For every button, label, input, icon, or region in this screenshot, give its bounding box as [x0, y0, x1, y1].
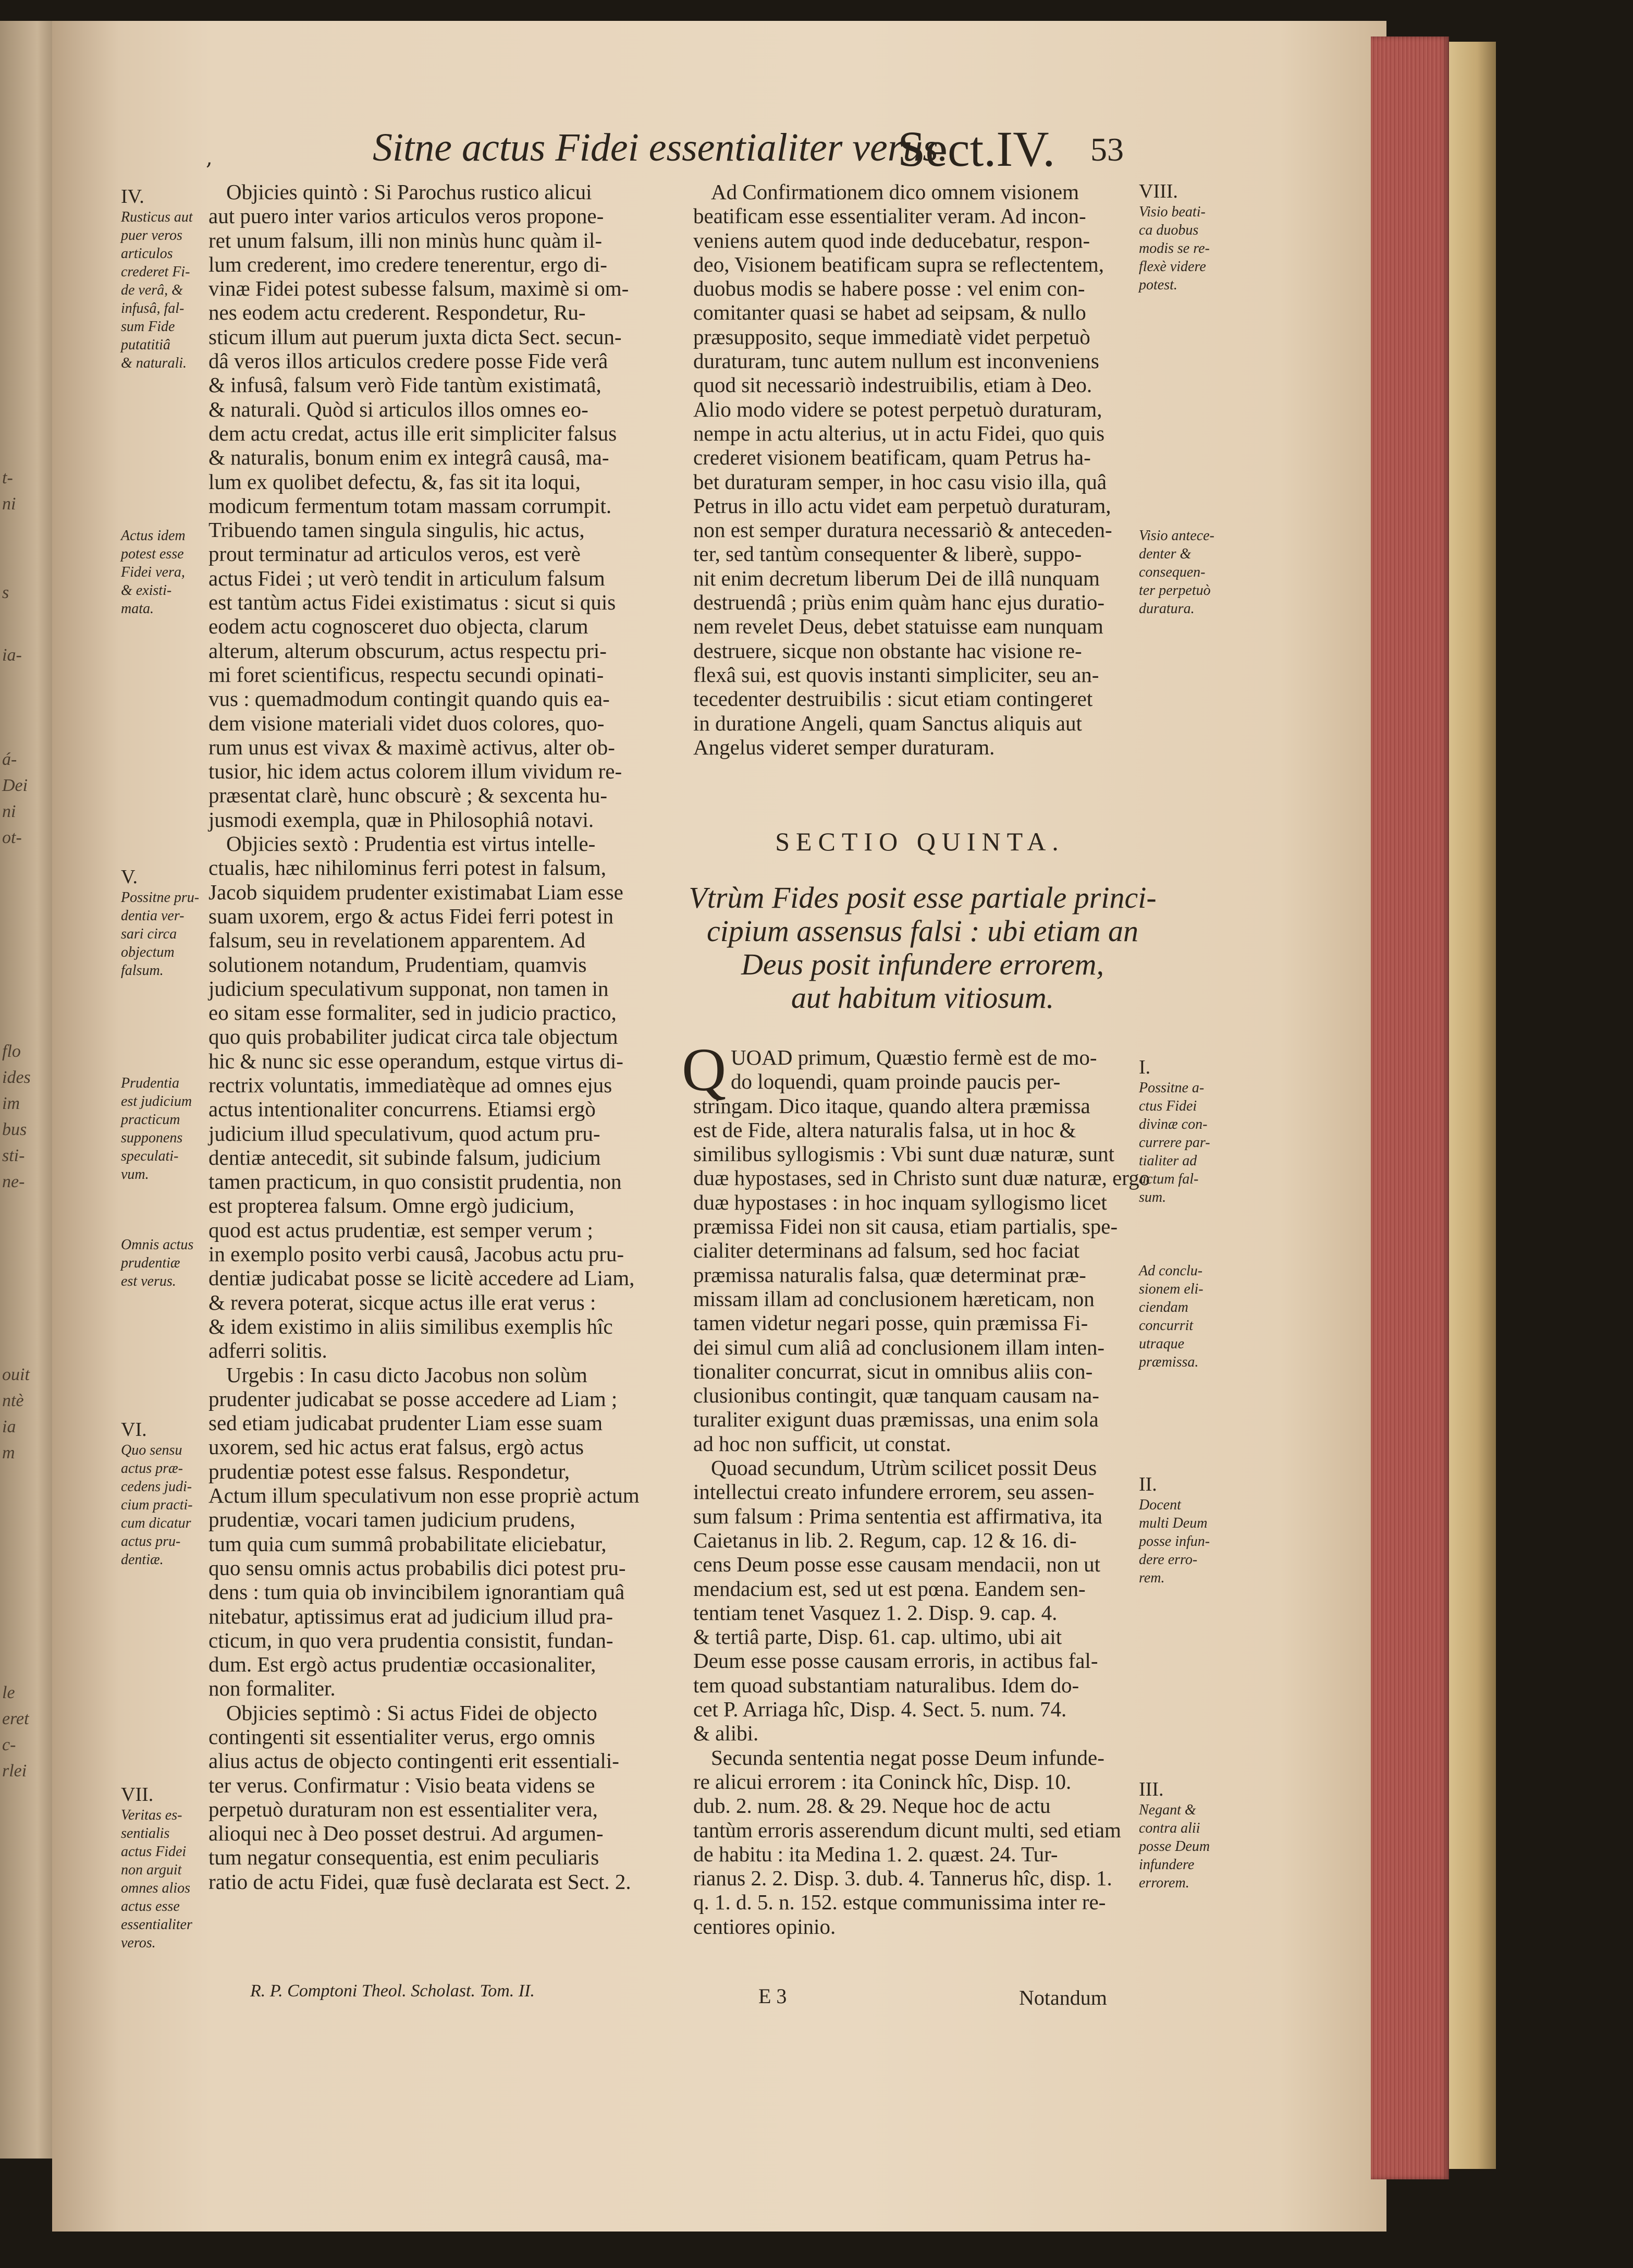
- facing-page-fragment: ouit: [2, 1365, 30, 1384]
- marginal-line: & existi-: [121, 582, 172, 599]
- section-heading: SECTIO QUINTA.: [775, 827, 1065, 856]
- marginal-line: consequen-: [1139, 564, 1206, 580]
- text-line: vinæ Fidei potest subesse falsum, maximè si om-: [208, 276, 629, 301]
- text-line: quo sensu omnis actus probabilis dici potest pru-: [208, 1555, 626, 1580]
- text-line: rum unus est vivax & maximè activus, alter ob-: [208, 735, 615, 759]
- marginal-line: Possitne pru-: [121, 889, 200, 906]
- text-line: præsentat clarè, hunc obscurè ; & sexcenta hu-: [208, 783, 608, 808]
- marginal-line: Ad conclu-: [1139, 1263, 1203, 1279]
- text-line: deo, Visionem beatificam supra se reflectentem,: [693, 252, 1104, 276]
- text-line: bet duraturam semper, in hoc casu visio illa, quâ: [693, 469, 1107, 494]
- marginal-line: falsum.: [121, 962, 164, 979]
- text-line: & infusâ, falsum verò Fide tantùm existimatâ,: [208, 373, 601, 397]
- text-line: & naturali. Quòd si articulos illos omnes eo-: [208, 397, 588, 421]
- text-line: alterum, alterum obscurum, actus respectu pri-: [208, 638, 607, 663]
- text-line: dei simul cum aliâ ad conclusionem illam inten-: [693, 1335, 1105, 1359]
- text-line: re alicui errorem : ita Coninck hîc, Disp. 10.: [693, 1769, 1072, 1794]
- text-line: suam uxorem, ergo & actus Fidei ferri potest in: [208, 904, 613, 928]
- text-line: prudenter judicabat se posse accedere ad Liam ;: [208, 1386, 618, 1411]
- marginal-note: [121, 1418, 210, 1569]
- marginal-line: & naturali.: [121, 355, 187, 371]
- text-line: prudentiæ potest esse falsus. Respondetur,: [208, 1459, 570, 1483]
- marginal-line: ter perpetuò: [1139, 582, 1211, 599]
- marginal-line: multi Deum: [1139, 1515, 1208, 1531]
- text-line: ret unum falsum, illi non minùs hunc quàm il-: [208, 228, 602, 252]
- running-title: Sitne actus Fidei essentialiter verus.: [373, 126, 948, 169]
- drop-capital: Q: [682, 1035, 727, 1104]
- marginal-line: mata.: [121, 601, 154, 617]
- text-line: q. 1. d. 5. n. 152. estque communissima inter re-: [693, 1890, 1106, 1915]
- text-line: adferri solitis.: [208, 1338, 327, 1363]
- text-line: hic & nunc sic esse operandum, estque virtus di-: [208, 1048, 623, 1073]
- text-line: dâ veros illos articulos credere posse Fide verâ: [208, 349, 608, 373]
- marginal-line: potest esse: [121, 546, 184, 562]
- marginal-line: modis se re-: [1139, 240, 1210, 257]
- text-line: tem quoad substantiam naturalibus. Idem do-: [693, 1673, 1079, 1697]
- text-line: ad hoc non sufficit, ut constat.: [693, 1431, 951, 1456]
- facing-page-fragment: ia-: [2, 645, 22, 665]
- right-text-column-bottom: [693, 1045, 1152, 1938]
- marginal-line: Negant &: [1139, 1802, 1196, 1818]
- marginal-line: puer veros: [121, 227, 182, 243]
- marginal-line: essentialiter: [121, 1917, 192, 1933]
- book-cover-edge: [1449, 42, 1496, 2169]
- text-line: tentiam tenet Vasquez 1. 2. Disp. 9. cap. 4.: [693, 1600, 1058, 1625]
- text-line: Deum esse posse causam erroris, in actibus fal-: [693, 1649, 1098, 1673]
- text-line: in exemplo posito verbi causâ, Jacobus actu pru-: [208, 1242, 624, 1266]
- text-line: cialiter determinans ad falsum, sed hoc faciat: [693, 1238, 1080, 1263]
- marginal-line: duratura.: [1139, 601, 1195, 617]
- text-line: beatificam esse essentialiter veram. Ad incon-: [693, 204, 1086, 228]
- text-line: duraturam, tunc autem nullum est inconveniens: [693, 349, 1099, 373]
- footer-running-text: R. P. Comptoni Theol. Scholast. Tom. II.: [250, 1981, 535, 2001]
- marginal-line: est verus.: [121, 1273, 176, 1289]
- text-line: Caietanus in lib. 2. Regum, cap. 12 & 16. di-: [693, 1528, 1077, 1552]
- text-line: falsum, seu in revelationem apparentem. Ad: [208, 928, 585, 953]
- text-line: Actum illum speculativum non esse propriè actum: [208, 1483, 640, 1508]
- text-line: Quoad secundum, Utrùm scilicet possit Deus: [711, 1456, 1097, 1480]
- marginal-line: sentialis: [121, 1825, 170, 1842]
- text-line: nempe in actu alterius, ut in actu Fidei, quo quis: [693, 421, 1105, 445]
- marginal-line: potest.: [1139, 277, 1177, 293]
- marginal-note: [121, 1783, 210, 1952]
- text-line: Alio modo videre se potest perpetuò duraturam,: [693, 397, 1102, 421]
- text-line: turaliter exigunt duas præmissas, una enim sola: [693, 1407, 1099, 1432]
- text-line: Objicies septimò : Si actus Fidei de objecto: [226, 1700, 597, 1725]
- marginal-line: posse infun-: [1139, 1533, 1210, 1550]
- text-line: judicium speculativum supponat, non tamen in: [208, 976, 609, 1001]
- text-line: actus Fidei ; ut verò tendit in articulum falsum: [208, 566, 605, 590]
- marginal-line: actum fal-: [1139, 1171, 1199, 1187]
- marginal-number: I.: [1139, 1056, 1151, 1078]
- marginal-line: currere par-: [1139, 1135, 1210, 1151]
- marginal-line: actus esse: [121, 1898, 180, 1915]
- text-line: quo quis probabiliter judicat circa tale objectum: [208, 1025, 618, 1049]
- text-line: rianus 2. 2. Disp. 3. dub. 4. Tannerus hîc, disp. 1.: [693, 1866, 1112, 1891]
- text-line: in duratione Angeli, quam Sanctus aliquis aut: [693, 711, 1082, 735]
- text-line: non formaliter.: [208, 1676, 336, 1701]
- text-line: rectrix voluntatis, immediatèque ad omnes ejus: [208, 1072, 612, 1097]
- facing-page-fragment: eret: [2, 1709, 29, 1728]
- text-line: do loquendi, quam proinde paucis per-: [731, 1069, 1061, 1094]
- text-line: Objicies quintò : Si Parochus rustico alicui: [226, 180, 592, 204]
- marginal-line: concurrit: [1139, 1318, 1194, 1334]
- section-title-line: cipium assensus falsi : ubi etiam an: [706, 914, 1139, 948]
- text-line: tum negatur consequentia, est enim peculiaris: [208, 1845, 599, 1870]
- text-line: & tertiâ parte, Disp. 61. cap. ultimo, ubi ait: [693, 1625, 1062, 1649]
- text-line: UOAD primum, Quæstio fermè est de mo-: [731, 1045, 1097, 1069]
- facing-page-fragment: ot-: [2, 828, 22, 847]
- signature-mark: E 3: [758, 1984, 787, 2008]
- facing-page-fragment: ni: [2, 802, 16, 821]
- marginal-line: supponens: [121, 1130, 183, 1146]
- text-line: ter, sed tantùm consequenter & liberè, suppo-: [693, 542, 1082, 566]
- marginal-line: de verâ, &: [121, 282, 183, 298]
- page-block-edge: [1371, 36, 1449, 2179]
- text-line: ter verus. Confirmatur : Visio beata videns se: [208, 1773, 595, 1797]
- text-line: & idem existimo in aliis similibus exemplis hîc: [208, 1314, 613, 1338]
- marginal-line: non arguit: [121, 1862, 182, 1878]
- facing-page-fragment: t-: [2, 468, 13, 487]
- marginal-line: cedens judi-: [121, 1479, 192, 1495]
- facing-page-fragment: ne-: [2, 1172, 25, 1191]
- facing-page-fragment: ni: [2, 494, 16, 514]
- text-line: nes eodem actu crederent. Respondetur, Ru-: [208, 300, 586, 325]
- text-line: judicium illud speculativum, quod actum pru-: [208, 1121, 600, 1145]
- text-line: duæ hypostases, sed in Christo sunt duæ naturæ, ergo: [693, 1166, 1150, 1190]
- text-line: flexâ sui, est quovis instanti simpliciter, seu an-: [693, 662, 1099, 687]
- text-line: non est semper duratura necessariò & anteceden-: [693, 518, 1112, 542]
- marginal-number: V.: [121, 866, 138, 888]
- marginal-line: actus Fidei: [121, 1844, 187, 1860]
- marginal-number: III.: [1139, 1778, 1164, 1800]
- marginal-number: II.: [1139, 1473, 1157, 1495]
- facing-page-fragment: á-: [2, 750, 17, 769]
- marginal-note: [1139, 180, 1227, 294]
- text-line: lum ex quolibet defectu, &, fas sit ita loqui,: [208, 469, 581, 494]
- marginal-line: vum.: [121, 1166, 149, 1182]
- marginal-note: [1139, 527, 1227, 618]
- text-line: sum falsum : Prima sententia est affirmativa, ita: [693, 1504, 1102, 1528]
- text-line: quod sit necessariò indestruibilis, etiam à Deo.: [693, 373, 1092, 397]
- facing-page-fragment: ides: [2, 1068, 31, 1087]
- facing-page-fragment: m: [2, 1443, 15, 1462]
- facing-page-fragment: ia: [2, 1417, 16, 1436]
- text-line: eodem actu cognosceret duo objecta, clarum: [208, 614, 588, 639]
- text-line: crederet visionem beatificam, quam Petrus ha-: [693, 445, 1091, 470]
- marginal-line: sum Fide: [121, 319, 175, 335]
- text-line: tantùm erroris asserendum dicunt multi, sed etiam: [693, 1818, 1121, 1842]
- marginal-line: Prudentia: [121, 1075, 179, 1091]
- text-line: præsupposito, seque immediatè videt perpetuò: [693, 324, 1090, 349]
- text-line: jusmodi exempla, quæ in Philosophiâ notavi.: [208, 807, 594, 832]
- text-line: tamen practicum, in quo consistit prudentia, non: [208, 1169, 622, 1194]
- text-line: duæ hypostases : in hoc inquam syllogismo licet: [693, 1190, 1107, 1214]
- text-line: sticum illum aut puerum juxta dicta Sect. secun-: [208, 324, 622, 349]
- marginal-line: Rusticus aut: [121, 209, 193, 225]
- text-line: destruendâ ; priùs enim quàm hanc ejus duratio-: [693, 590, 1105, 615]
- text-line: tum quia cum summâ probabilitate eliciebatur,: [208, 1531, 607, 1556]
- marginal-line: sionem eli-: [1139, 1281, 1204, 1297]
- text-line: stringam. Dico itaque, quando altera præmissa: [693, 1093, 1090, 1118]
- marginal-line: Actus idem: [121, 528, 186, 544]
- text-line: tamen videtur negari posse, quin præmissa Fi-: [693, 1311, 1088, 1335]
- marginal-line: posse Deum: [1139, 1838, 1210, 1855]
- text-line: contingenti sit essentialiter verus, ergo omnis: [208, 1725, 595, 1749]
- text-line: prudentiæ, vocari tamen judicium prudens,: [208, 1507, 575, 1532]
- text-line: destruere, sicque non obstante hac visione re-: [693, 638, 1082, 663]
- marginal-line: errorem.: [1139, 1875, 1189, 1891]
- section-label: Sect.IV.: [898, 121, 1055, 177]
- marginal-number: VI.: [121, 1419, 147, 1441]
- text-line: Petrus in illo actu videt eam perpetuò duraturam,: [693, 493, 1111, 518]
- marginal-number: IV.: [121, 186, 144, 208]
- text-line: est de Fide, altera naturalis falsa, ut in hoc &: [693, 1117, 1076, 1142]
- marginal-line: infusâ, fal-: [121, 300, 185, 316]
- facing-page-fragment: le: [2, 1683, 15, 1702]
- text-line: centiores opinio.: [693, 1914, 836, 1938]
- marginal-line: Visio beati-: [1139, 204, 1206, 220]
- facing-page-fragment: ntè: [2, 1391, 24, 1410]
- text-line: Ad Confirmationem dico omnem visionem: [711, 180, 1079, 204]
- text-line: dem actu credat, actus ille erit simpliciter falsus: [208, 421, 617, 445]
- text-line: ctualis, hæc nihilominus ferri potest in falsum,: [208, 856, 606, 880]
- text-line: actus intentionaliter concurrens. Etiamsi ergò: [208, 1097, 596, 1121]
- marginal-line: Docent: [1139, 1497, 1181, 1513]
- text-line: tecedenter destruibilis : sicut etiam contingeret: [693, 687, 1093, 711]
- text-line: veniens autem quod inde deducebatur, respon-: [693, 228, 1090, 252]
- facing-page-fragment: s: [2, 583, 9, 602]
- marginal-line: contra alii: [1139, 1820, 1200, 1836]
- text-line: de habitu : ita Medina 1. 2. quæst. 24. Tur-: [693, 1842, 1058, 1866]
- text-line: intellectui creato infundere errorem, seu assen-: [693, 1480, 1095, 1504]
- marginal-line: infundere: [1139, 1857, 1195, 1873]
- marginal-note: [121, 185, 210, 372]
- marginal-line: omnes alios: [121, 1880, 190, 1896]
- facing-page-fragment: bus: [2, 1120, 27, 1139]
- facing-page-fragment: rlei: [2, 1761, 27, 1781]
- marginal-note: [1139, 1473, 1227, 1587]
- text-line: uxorem, sed hic actus erat falsus, ergò actus: [208, 1435, 584, 1459]
- marginal-line: præmissa.: [1139, 1354, 1199, 1370]
- text-line: mendacium est, sed ut est pœna. Eandem sen-: [693, 1576, 1086, 1601]
- text-line: Urgebis : In casu dicto Jacobus non solùm: [226, 1362, 587, 1387]
- text-line: solutionem notandum, Prudentiam, quamvis: [208, 952, 587, 977]
- text-line: dem visione materiali videt duos colores, quo-: [208, 711, 605, 735]
- section-title: [688, 881, 1157, 1015]
- marginal-line: speculati-: [121, 1148, 179, 1164]
- text-line: nitebatur, aptissimus erat ad judicium illud pra-: [208, 1604, 613, 1628]
- text-line: comitanter quasi se habet ad seipsam, & nullo: [693, 300, 1086, 325]
- text-line: cens Deum posse esse causam mendacii, non ut: [693, 1552, 1101, 1577]
- text-line: alioqui nec à Deo posset destrui. Ad argumen-: [208, 1821, 604, 1846]
- marginal-line: putatitiâ: [121, 337, 170, 353]
- text-line: ratio de actu Fidei, quæ fusè declarata est Sect. 2.: [208, 1869, 631, 1894]
- marginal-line: cum dicatur: [121, 1515, 191, 1531]
- text-line: sed etiam judicabat prudenter Liam esse suam: [208, 1411, 603, 1435]
- text-line: vus : quemadmodum contingit quando quis ea-: [208, 687, 610, 711]
- marginal-note: [1139, 1778, 1227, 1892]
- marginal-line: objectum: [121, 944, 175, 960]
- section-title-line: Vtrùm Fides posit esse partiale princi-: [689, 881, 1157, 914]
- text-line: tionaliter concurrat, sicut in omnibus aliis con-: [693, 1359, 1093, 1383]
- marginal-note: [121, 1236, 210, 1290]
- text-line: & revera poterat, sicque actus ille erat verus :: [208, 1290, 596, 1314]
- text-line: præmissa naturalis falsa, quæ determinat præ-: [693, 1262, 1086, 1287]
- marginal-line: articulos: [121, 246, 173, 262]
- right-text-column-top: [693, 180, 1152, 759]
- marginal-note: [121, 1074, 210, 1184]
- facing-page-fragment: flo: [2, 1042, 21, 1061]
- catchword: Notandum: [1019, 1986, 1107, 2009]
- marginal-line: crederet Fi-: [121, 264, 190, 280]
- text-line: cet P. Arriaga hîc, Disp. 4. Sect. 5. num. 74.: [693, 1697, 1067, 1722]
- marginal-line: denter &: [1139, 546, 1192, 562]
- text-line: est tantùm actus Fidei existimatus : sicut si quis: [208, 590, 616, 615]
- text-line: tusior, hic idem actus colorem illum vividum re-: [208, 759, 622, 784]
- text-line: dum. Est ergò actus prudentiæ occasionaliter,: [208, 1652, 596, 1677]
- marginal-line: Omnis actus: [121, 1237, 194, 1253]
- text-line: Tribuendo tamen singula singulis, hic actus,: [208, 518, 585, 542]
- left-text-column: [208, 180, 662, 1894]
- facing-page-fragment: c-: [2, 1735, 16, 1754]
- marginal-note: [121, 865, 210, 980]
- text-line: Jacob siquidem prudenter existimabat Liam esse: [208, 880, 623, 904]
- marginal-line: veros.: [121, 1935, 156, 1951]
- facing-page-fragment: Dei: [2, 776, 28, 795]
- marginal-note: [1139, 1262, 1227, 1371]
- marginal-line: actus præ-: [121, 1460, 183, 1477]
- margin-mark: ,: [206, 146, 213, 170]
- marginal-note: [1139, 1056, 1227, 1206]
- marginal-line: ca duobus: [1139, 222, 1199, 238]
- text-line: eo sitam esse formaliter, sed in judicio practico,: [208, 1001, 617, 1025]
- text-line: dub. 2. num. 28. & 29. Neque hoc de actu: [693, 1794, 1051, 1818]
- page-number: 53: [1090, 131, 1124, 168]
- text-line: modicum fermentum totam massam corrumpit.: [208, 493, 612, 518]
- text-line: & alibi.: [693, 1721, 759, 1746]
- text-line: prout terminatur ad articulos veros, est verè: [208, 542, 581, 566]
- facing-page-fragment: sti-: [2, 1146, 25, 1165]
- marginal-line: rem.: [1139, 1570, 1165, 1586]
- text-line: Angelus videret semper duraturam.: [693, 735, 995, 759]
- marginal-line: Veritas es-: [121, 1807, 182, 1823]
- marginal-line: Visio antece-: [1139, 528, 1214, 544]
- section-title-line: Deus posit infundere errorem,: [741, 947, 1104, 981]
- marginal-line: actus pru-: [121, 1533, 181, 1550]
- text-line: alius actus de objecto contingenti erit essentiali-: [208, 1749, 619, 1773]
- text-line: præmissa Fidei non sit causa, etiam partialis, spe-: [693, 1214, 1118, 1239]
- marginal-line: ctus Fidei: [1139, 1098, 1197, 1114]
- text-line: dentiæ judicabat posse se licitè accedere ad Liam,: [208, 1266, 635, 1290]
- text-line: similibus syllogismis : Vbi sunt duæ naturæ, sunt: [693, 1142, 1114, 1166]
- marginal-line: dentia ver-: [121, 908, 185, 924]
- text-line: mi foret scientificus, respectu secundi opinati-: [208, 662, 604, 687]
- section-title-line: aut habitum vitiosum.: [791, 981, 1054, 1015]
- marginal-number: VII.: [121, 1784, 154, 1806]
- text-line: dentiæ antecedit, sit subinde falsum, judicium: [208, 1145, 601, 1169]
- text-line: & naturalis, bonum enim ex integrâ causâ, ma-: [208, 445, 609, 470]
- text-line: Objicies sextò : Prudentia est virtus intelle-: [226, 832, 596, 856]
- marginal-line: dere erro-: [1139, 1552, 1198, 1568]
- marginal-line: Possitne a-: [1139, 1080, 1205, 1096]
- marginal-line: Quo sensu: [121, 1442, 182, 1458]
- text-line: nem revelet Deus, debet statuisse eam nunquam: [693, 614, 1103, 639]
- marginal-line: sari circa: [121, 926, 177, 942]
- text-line: nit enim decretum liberum Dei de illâ nunquam: [693, 566, 1100, 590]
- marginal-line: flexè videre: [1139, 259, 1206, 275]
- marginal-line: tialiter ad: [1139, 1153, 1197, 1169]
- text-line: est propterea falsum. Omne ergò judicium,: [208, 1193, 574, 1218]
- text-line: cticum, in quo vera prudentia consistit, fundan-: [208, 1628, 613, 1652]
- marginal-line: ciendam: [1139, 1299, 1188, 1315]
- text-line: aut puero inter varios articulos veros propone-: [208, 204, 604, 228]
- text-line: clusionibus contingit, quæ tanquam causam na-: [693, 1383, 1099, 1408]
- marginal-line: utraque: [1139, 1336, 1185, 1352]
- text-line: lum crederent, imo credere tenerentur, ergo di-: [208, 252, 607, 276]
- marginal-line: cium practi-: [121, 1497, 193, 1513]
- text-line: Secunda sententia negat posse Deum infunde-: [711, 1745, 1104, 1770]
- text-line: missam illam ad conclusionem hæreticam, non: [693, 1286, 1095, 1311]
- marginal-number: VIII.: [1139, 180, 1178, 202]
- marginal-note: [121, 527, 210, 618]
- marginal-line: practicum: [121, 1112, 180, 1128]
- marginal-line: est judicium: [121, 1093, 192, 1109]
- marginal-line: Fidei vera,: [121, 564, 185, 580]
- marginal-line: divinæ con-: [1139, 1116, 1208, 1132]
- facing-page-fragment: im: [2, 1094, 20, 1113]
- marginal-line: prudentiæ: [121, 1255, 180, 1271]
- marginal-line: sum.: [1139, 1189, 1167, 1205]
- marginal-line: dentiæ.: [121, 1552, 164, 1568]
- text-line: quod est actus prudentiæ, est semper verum ;: [208, 1217, 593, 1242]
- text-line: perpetuò duraturam non est essentialiter vera,: [208, 1797, 598, 1821]
- text-line: duobus modis se habere posse : vel enim con-: [693, 276, 1085, 301]
- text-line: dens : tum quia ob invincibilem ignorantiam quâ: [208, 1580, 625, 1604]
